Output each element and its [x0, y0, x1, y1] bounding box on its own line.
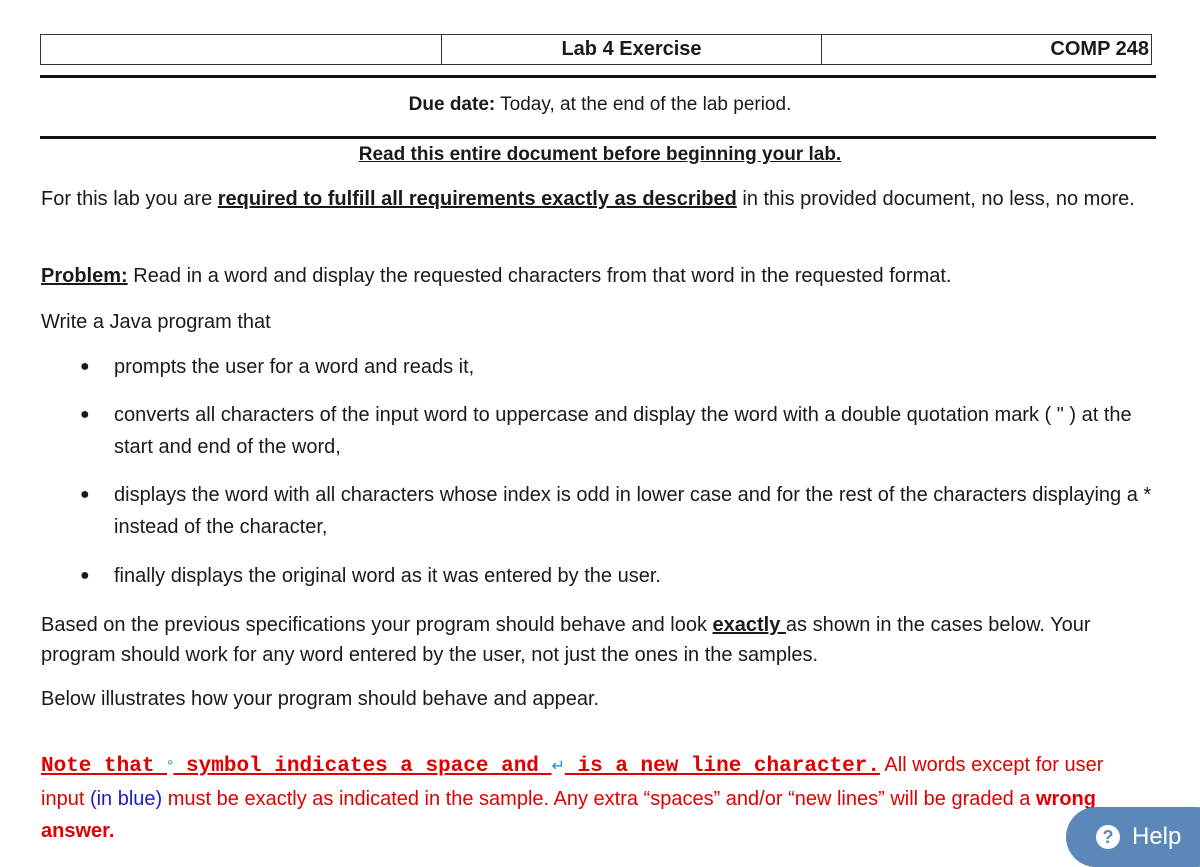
note-part3: is a new line character.: [564, 755, 880, 778]
behave-emphasis: exactly: [712, 614, 786, 636]
bullet-item: [80, 479, 1160, 543]
bullet-text: displays the word with all characters whose index is odd in lower case and for the rest of the characters displaying a * instead of the character,: [114, 484, 1152, 538]
bullet-text: prompts the user for a word and reads it,: [114, 356, 475, 378]
header-cell-course: COMP 248: [1050, 38, 1149, 60]
header-table: [40, 34, 1152, 65]
note-part4: All words except for user input: [41, 754, 1104, 810]
header-cell-left: [41, 35, 442, 64]
header-rule: [40, 75, 1156, 78]
bullet-item: [80, 399, 1160, 463]
help-label: Help: [1132, 823, 1182, 850]
header-cell-title: Lab 4 Exercise: [442, 35, 822, 64]
note-blue-text: (in blue): [89, 788, 163, 810]
note-part5: must be exactly as indicated in the sample. Any extra “spaces” and/or “new lines” will be graded a: [162, 788, 1036, 810]
note-paragraph: [41, 749, 1151, 847]
bullet-text: converts all characters of the input word to uppercase and display the word with a double quotation mark ( " ) at the start and end of the word,: [114, 404, 1132, 458]
intro-emphasis: required to fulfill all requirements exactly as described: [217, 188, 737, 210]
note-wrong-answer: wrong answer.: [41, 788, 1096, 842]
intro-before: For this lab you are: [41, 188, 218, 210]
write-line: Write a Java program that: [41, 311, 271, 333]
bullet-dot-icon: ●: [80, 486, 90, 503]
due-date-text: Today, at the end of the lab period.: [495, 94, 792, 115]
space-symbol-icon: °: [167, 758, 174, 775]
due-rule: [40, 136, 1156, 139]
below-line: Below illustrates how your program should behave and appear.: [41, 688, 600, 710]
newline-symbol-icon: ↵: [551, 758, 565, 775]
bullet-dot-icon: ●: [80, 567, 90, 584]
intro-after: in this provided document, no less, no more.: [736, 188, 1135, 210]
behave-before: Based on the previous specifications your program should behave and look: [41, 614, 713, 636]
question-icon: ?: [1096, 825, 1120, 849]
problem-paragraph: [41, 261, 1159, 291]
bullet-item: [80, 351, 1160, 383]
problem-label: Problem:: [41, 265, 128, 287]
read-notice: Read this entire document before beginning your lab.: [358, 144, 842, 165]
bullet-dot-icon: ●: [80, 358, 90, 375]
note-part2: symbol indicates a space and: [173, 755, 552, 778]
due-date-label: Due date:: [408, 94, 496, 115]
due-date-line: [0, 94, 1200, 116]
help-button[interactable]: [1066, 807, 1200, 867]
intro-paragraph: [41, 184, 1159, 214]
bullet-dot-icon: ●: [80, 406, 90, 423]
bullet-item: [80, 560, 1160, 592]
behave-after: as shown in the cases below. Your program should work for any word entered by the user, not just the ones in the samples.: [41, 614, 1091, 666]
note-part1: Note that: [41, 755, 168, 778]
bullet-text: finally displays the original word as it was entered by the user.: [114, 565, 661, 587]
behave-paragraph: [41, 610, 1159, 670]
problem-text: Read in a word and display the requested characters from that word in the requested format.: [127, 265, 952, 287]
